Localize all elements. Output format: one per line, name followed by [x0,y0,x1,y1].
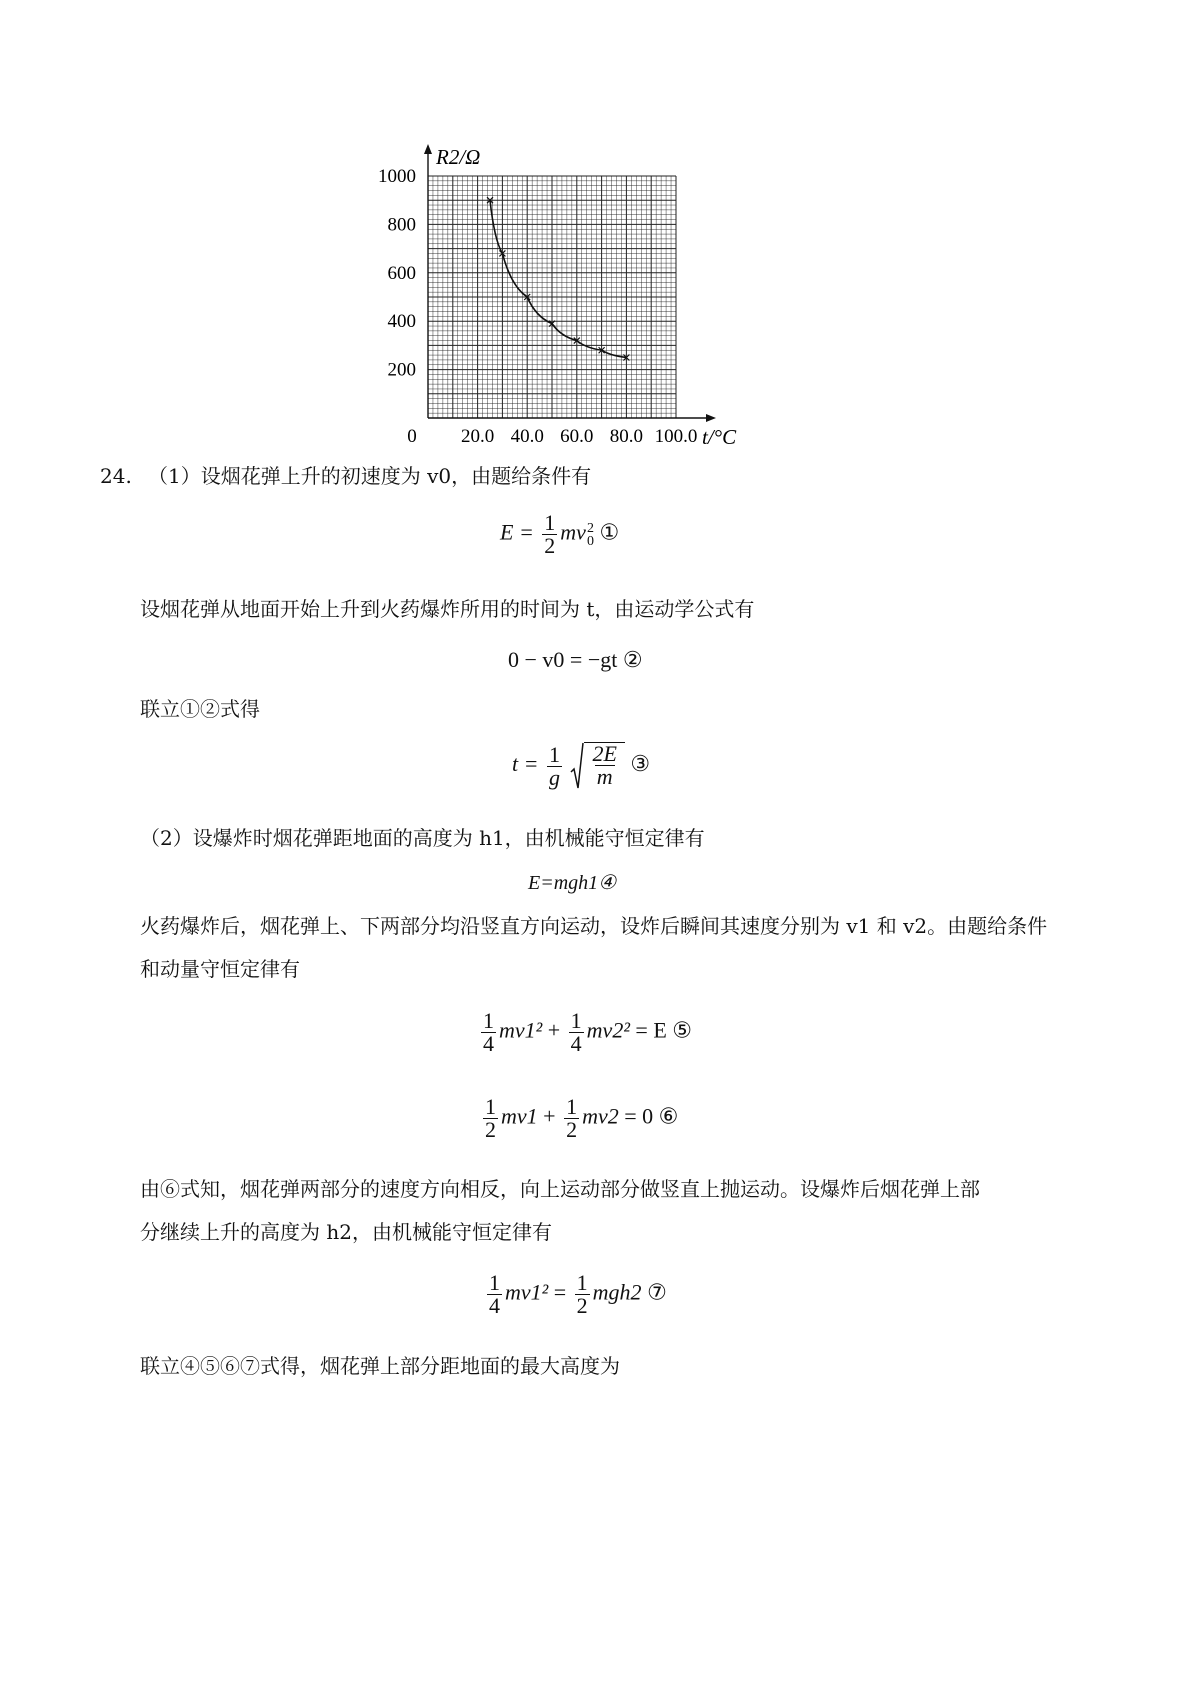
paragraph-6: 和动量守恒定律有 [140,957,300,981]
paragraph-2: 设烟花弹从地面开始上升到火药爆炸所用的时间为 t，由运动学公式有 [140,597,755,621]
sqrt-sign-icon [570,742,584,790]
equation-2: 0 − v0 = −gt ② [508,647,643,672]
y-axis-label: R2/Ω [436,145,481,169]
equation-4: E=mgh1④ [528,872,617,894]
paragraph-9: 联立④⑤⑥⑦式得，烟花弹上部分距地面的最大高度为 [140,1354,620,1378]
equation-1: E = $\frac{1}{2}$ mv 2 0 ① [500,510,620,558]
y-tick-label: 800 [387,214,416,236]
x-tick-label: 40.0 [510,426,544,447]
equation-7: $\frac{1}{4}$ mv1² = $\frac{1}{2}$ mgh2 ⑦ [489,1270,667,1318]
question-number: 24. [100,464,132,488]
x-axis-label: t/°C [702,425,737,449]
resistance-temperature-chart [360,140,760,460]
x-tick-label: 60.0 [560,426,594,447]
equation-3: t = $\frac{1}{g}$ $\frac{2E}{m}$ ③ [512,741,651,790]
r2-curve [490,200,626,357]
origin-label: 0 [407,426,417,447]
y-tick-label: 600 [387,262,416,284]
paragraph-8: 分继续上升的高度为 h2，由机械能守恒定律有 [140,1220,552,1244]
paragraph-1: （1）设烟花弹上升的初速度为 v0，由题给条件有 [148,464,592,488]
y-tick-label: 1000 [378,166,416,187]
chart-series [487,197,629,360]
paragraph-3: 联立①②式得 [140,697,260,721]
chart-grid [428,176,676,418]
paragraph-4: （2）设爆炸时烟花弹距地面的高度为 h1，由机械能守恒定律有 [140,826,705,850]
y-tick-label: 400 [387,311,416,333]
x-tick-label: 20.0 [460,426,495,447]
equation-6: $\frac{1}{2}$ mv1 + $\frac{1}{2}$ mv2 = 0 ⑥ [485,1094,679,1142]
y-tick-label: 200 [387,359,416,381]
equation-5: $\frac{1}{4}$ mv1² + $\frac{1}{4}$ mv2² = E ⑤ [483,1008,693,1056]
y-axis-arrow-icon [424,144,432,154]
x-tick-label: 80.0 [609,426,644,447]
paragraph-5: 火药爆炸后，烟花弹上、下两部分均沿竖直方向运动，设炸后瞬间其速度分别为 v1 和 v2。由题给条件 [140,914,1048,938]
paragraph-7: 由⑥式知，烟花弹两部分的速度方向相反，向上运动部分做竖直上抛运动。设爆炸后烟花弹上部 [140,1177,980,1201]
x-axis-arrow-icon [706,414,716,422]
x-tick-label: 100.0 [654,426,698,447]
